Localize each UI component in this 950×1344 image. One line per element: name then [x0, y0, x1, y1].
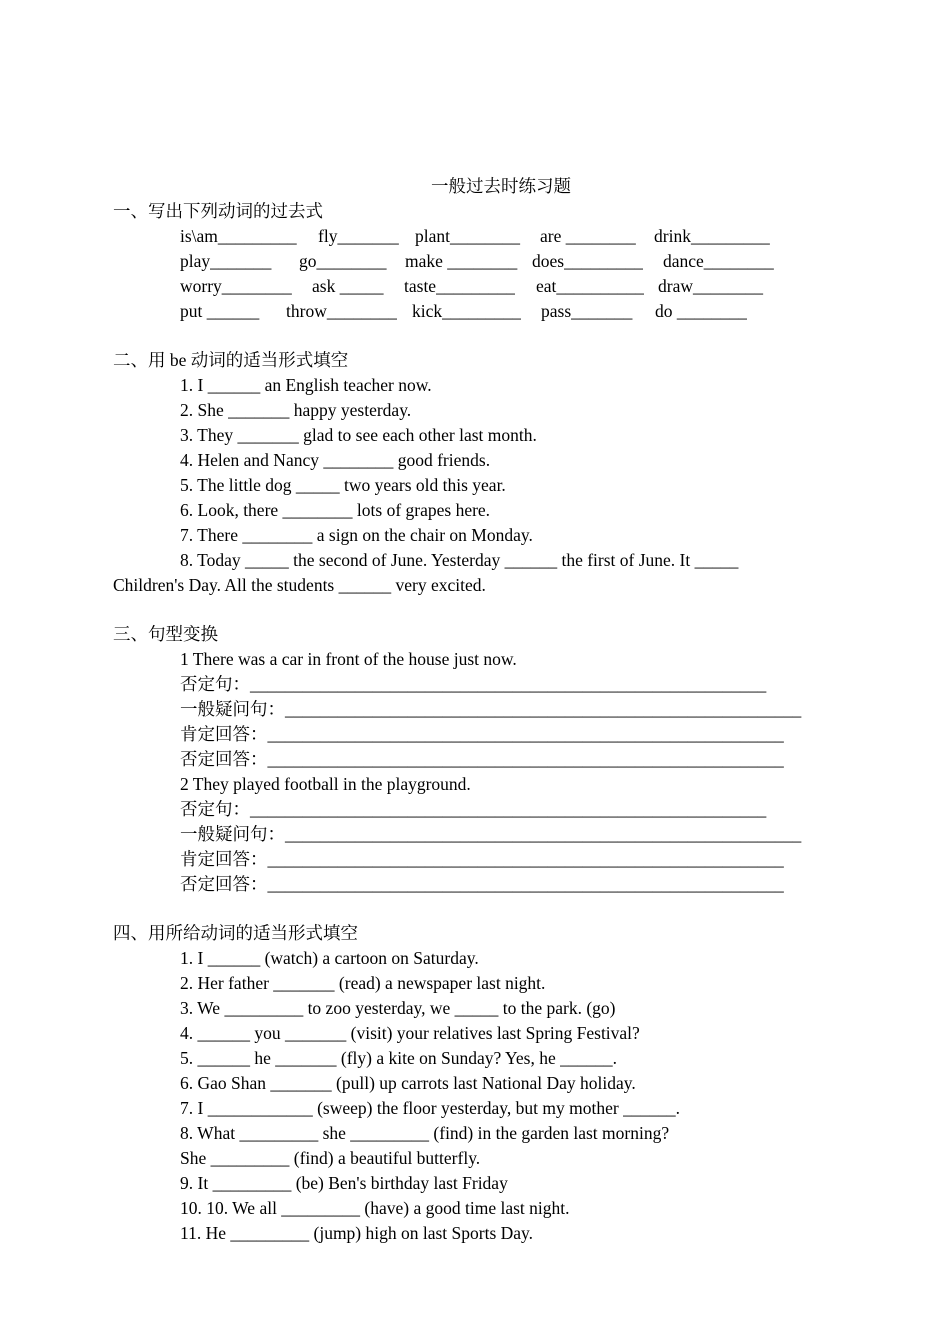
exercise-item: 1. I ______ an English teacher now.	[180, 375, 432, 395]
verb-cell: play_______	[180, 251, 272, 271]
answer-line-no: 否定回答：___________________________________________________________	[180, 874, 784, 894]
exercise-item: 9. It _________ (be) Ben's birthday last Friday	[180, 1173, 508, 1193]
verb-cell: ask _____	[312, 276, 384, 296]
section4-heading: 四、用所给动词的适当形式填空	[113, 923, 358, 943]
exercise-item: 1. I ______ (watch) a cartoon on Saturday.	[180, 948, 479, 968]
verb-cell: go________	[299, 251, 387, 271]
verb-cell: drink_________	[654, 226, 770, 246]
exercise-item: 5. ______ he _______ (fly) a kite on Sunday? Yes, he ______.	[180, 1048, 617, 1068]
verb-cell: worry________	[180, 276, 292, 296]
verb-cell: eat__________	[536, 276, 644, 296]
answer-line-yes: 肯定回答：___________________________________________________________	[180, 849, 784, 869]
answer-line-negative: 否定句：___________________________________________________________	[180, 674, 767, 694]
verb-cell: make ________	[405, 251, 518, 271]
exercise-item: 6. Gao Shan _______ (pull) up carrots last National Day holiday.	[180, 1073, 636, 1093]
exercise-item: 11. He _________ (jump) high on last Sports Day.	[180, 1223, 534, 1243]
verb-cell: put ______	[180, 301, 260, 321]
verb-cell: is\am_________	[180, 226, 297, 246]
exercise-item: 3. They _______ glad to see each other last month.	[180, 425, 537, 445]
verb-cell: pass_______	[541, 301, 633, 321]
section1-heading: 一、写出下列动词的过去式	[113, 201, 323, 221]
verb-cell: throw________	[286, 301, 397, 321]
exercise-item: She _________ (find) a beautiful butterfly.	[180, 1148, 481, 1168]
verb-cell: are ________	[540, 226, 636, 246]
exercise-item: 7. There ________ a sign on the chair on Monday.	[180, 525, 533, 545]
transform-sentence: 2 They played football in the playground.	[180, 774, 471, 794]
page-title: 一般过去时练习题	[431, 176, 571, 196]
exercise-item-continuation: Children's Day. All the students ______ very excited.	[113, 575, 486, 595]
exercise-item: 5. The little dog _____ two years old this year.	[180, 475, 506, 495]
exercise-item: 2. She _______ happy yesterday.	[180, 400, 412, 420]
exercise-item: 4. Helen and Nancy ________ good friends.	[180, 450, 491, 470]
exercise-item: 2. Her father _______ (read) a newspaper last night.	[180, 973, 546, 993]
exercise-item: 8. What _________ she _________ (find) in the garden last morning?	[180, 1123, 670, 1143]
exercise-item: 4. ______ you _______ (visit) your relatives last Spring Festival?	[180, 1023, 640, 1043]
verb-cell: taste_________	[404, 276, 515, 296]
verb-cell: fly_______	[318, 226, 399, 246]
answer-line-no: 否定回答：___________________________________________________________	[180, 749, 784, 769]
verb-cell: do ________	[655, 301, 747, 321]
verb-cell: does_________	[532, 251, 643, 271]
transform-sentence: 1 There was a car in front of the house just now.	[180, 649, 517, 669]
verb-cell: dance________	[663, 251, 774, 271]
verb-cell: kick_________	[412, 301, 521, 321]
exercise-item: 10. 10. We all _________ (have) a good time last night.	[180, 1198, 570, 1218]
section3-heading: 三、句型变换	[113, 624, 218, 644]
answer-line-yes: 肯定回答：___________________________________________________________	[180, 724, 784, 744]
verb-cell: draw________	[658, 276, 763, 296]
answer-line-negative: 否定句：___________________________________________________________	[180, 799, 767, 819]
exercise-item: 3. We _________ to zoo yesterday, we _____ to the park. (go)	[180, 998, 616, 1018]
answer-line-question: 一般疑问句：___________________________________________________________	[180, 824, 802, 844]
verb-cell: plant________	[415, 226, 520, 246]
section2-heading: 二、用 be 动词的适当形式填空	[113, 350, 349, 370]
answer-line-question: 一般疑问句：___________________________________________________________	[180, 699, 802, 719]
exercise-item: 8. Today _____ the second of June. Yesterday ______ the first of June. It _____	[180, 550, 739, 570]
exercise-item: 7. I ____________ (sweep) the floor yesterday, but my mother ______.	[180, 1098, 680, 1118]
exercise-item: 6. Look, there ________ lots of grapes here.	[180, 500, 491, 520]
